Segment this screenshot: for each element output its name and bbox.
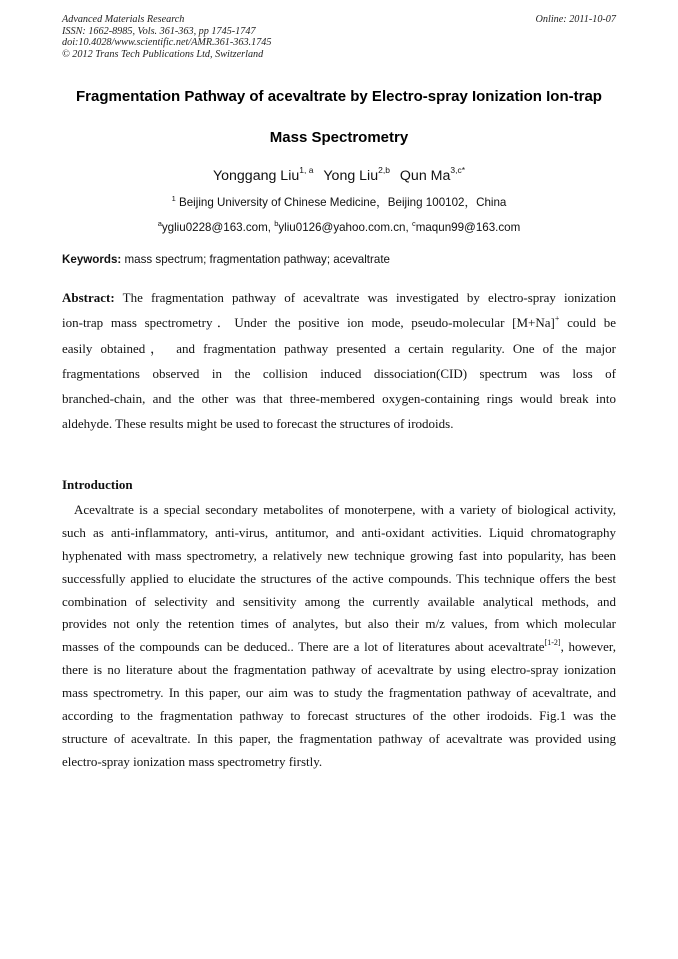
introduction-body <box>62 500 616 775</box>
doi-line: doi:10.4028/www.scientific.net/AMR.361-363.1745 <box>62 37 272 48</box>
author: Qun $Ma^{3,c*}$ <box>399 165 466 184</box>
keywords-text: mass spectrum; fragmentation pathway; acevaltrate <box>124 253 391 266</box>
paper-title-line-2: Mass Spectrometry <box>269 129 409 146</box>
issn-line: ISSN: 1662-8985, Vols. 361-363, pp 1745-1747 <box>62 25 256 37</box>
intro-line: combination of selectivity and sensitivity among the currently available analytical methods, and <box>62 593 616 609</box>
intro-line: there is no literature about the fragmentation pathway of acevaltrate by using electro-spray ionization <box>62 662 616 678</box>
author-list <box>0 165 678 184</box>
journal-name: Advanced Materials Research <box>62 14 185 25</box>
citation[interactable]: [1-2] <box>544 638 561 648</box>
abstract-label: Abstract: <box>62 290 115 305</box>
abstract-line: fragmentations observed in the collision induced dissociation(CID) spectrum was loss of <box>62 365 616 381</box>
intro-line: successfully applied to elucidate the structures of the active compounds. This technique offers the best <box>62 570 616 586</box>
abstract-line: aldehyde. These results might be used to forecast the structures of irodoids. <box>62 416 454 432</box>
copyright-line: © 2012 Trans Tech Publications Ltd, Switzerland <box>62 48 264 60</box>
intro-line: mass spectrometry. In this paper, our aim was to study the fragmentation pathway of acevaltrate, and <box>62 685 616 701</box>
author: Yonggang Liu$^{1, a}$ <box>212 165 314 184</box>
online-date: Online: 2011-10-07 <box>535 14 616 25</box>
intro-line: provides not only the retention times of analytes, but also their m/z values, from which molecular <box>62 616 616 632</box>
intro-line: such as anti-inflammatory, anti-virus, antitumor, and anti-oxidant activities. Liquid chromatography <box>62 524 616 540</box>
keywords-label: Keywords: <box>62 253 122 266</box>
abstract <box>62 288 616 440</box>
intro-line: Acevaltrate is a special secondary metabolites of monoterpene, with a variety of biological activity, <box>74 502 616 517</box>
email-link[interactable]: maqun99@163.com <box>415 221 521 234</box>
intro-line: hyphenated with mass spectrometry, a relatively new technique growing fast into popularity, has been <box>62 547 616 563</box>
keywords <box>62 253 390 266</box>
author-emails: $^a$ygliu0228@163.com, $^b$yliu0126@yahoo.com.cn, $^c$maqun99@163.com <box>157 219 521 234</box>
abstract-line: branched-chain, and the other was that three-membered oxygen-containing rings would break into <box>62 391 616 407</box>
intro-line: masses of the compounds can be deduced.. There are a lot of literatures about acevaltrate[1-2], however, <box>62 638 616 655</box>
abstract-line: Abstract: The fragmentation pathway of acevaltrate was investigated by electro-spray ionization <box>62 290 616 305</box>
intro-line: electro-spray ionization mass spectrometry firstly. <box>62 753 323 769</box>
intro-line: structure of acevaltrate. In this paper, the fragmentation pathway of acevaltrate was provided using <box>62 730 616 746</box>
email-link[interactable]: ygliu0228@163.com, <box>161 221 271 234</box>
journal-header <box>62 14 616 60</box>
author: Yong Liu$^{2,b}$ <box>323 165 390 184</box>
intro-line: according to the fragmentation pathway to forecast structures of the other irodoids. Fig.1 was the <box>62 708 616 724</box>
email-link[interactable]: yliu0126@yahoo.com.cn, <box>278 221 409 234</box>
paper-title-line-1: Fragmentation Pathway of acevaltrate by Electro-spray Ionization Ion-trap <box>76 88 602 105</box>
section-heading-introduction: Introduction <box>62 477 133 492</box>
abstract-line: ion-trap mass spectrometry．Under the positive ion mode, pseudo-molecular [M+Na]+ could be <box>62 314 616 331</box>
abstract-line: easily obtained， and fragmentation pathway presented a certain regularity. One of the major <box>62 340 616 356</box>
affiliation: $^1$ Beijing University of Chinese Medicine，Beijing 100102，China <box>171 194 507 209</box>
